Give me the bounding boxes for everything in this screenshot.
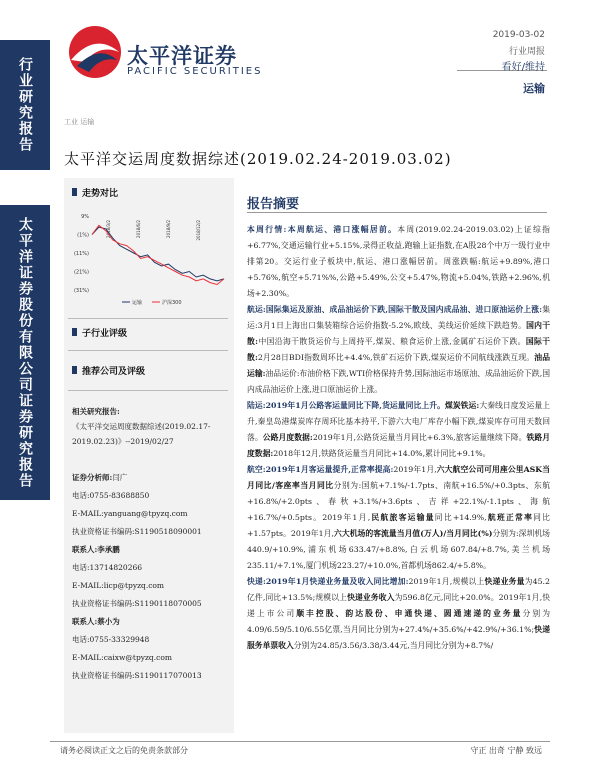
x-tick-label: 2018/12/2 — [196, 220, 201, 241]
series-line — [92, 227, 224, 281]
analyst-email[interactable]: E-MAIL:yanguang@tpyzq.com — [72, 509, 188, 518]
related-report-link[interactable]: 《太平洋交运周度数据综述(2019.02.17-2019.02.23)》--2019/02/27 — [72, 422, 211, 446]
divider — [68, 390, 228, 391]
subindustry-section-title: 子行业评级 — [72, 326, 127, 339]
legend-label: 沪深300 — [162, 300, 182, 306]
analyst-name: 闫广 — [112, 473, 128, 482]
analyst-cert: 执业资格证书编码:S1190518090001 — [72, 527, 202, 536]
trend-section-title: 走势对比 — [72, 186, 118, 199]
trend-chart — [64, 208, 234, 308]
abstract-heading: 报告摘要 — [247, 197, 300, 212]
contact-cert: 执业资格证书编码:S1190118070005 — [72, 599, 202, 608]
contact-label: 联系人: — [72, 545, 98, 554]
x-tick-label: 2018/6/2 — [136, 220, 141, 238]
contact-phone: 电话:13714820266 — [72, 563, 143, 572]
contact-email[interactable]: E-MAIL:caixw@tpyzq.com — [72, 653, 172, 662]
abstract-paragraph-market: 本周行情:本周航运、港口涨幅居前。本周(2019.02.24-2019.03.02)上证综指+6.77%,交通运输行业+5.15%,录得正收益,跑输上证指数,在A股28个中万一级行业中排第20。交运行业子板块中,航运、港口涨幅居前。周涨跌幅:航运+9.89%,港口+5.76%,航空+5.71%%,公路+5.49%,公交+5.47%,物流+5.04%,铁路+2.96%,机场+2.30%。 — [247, 225, 550, 298]
footer-motto: 守正 出奇 宁静 致远 — [470, 746, 542, 755]
abstract-paragraph-shipping: 航运:国际集运及原油、成品油运价下跌,国际干散及国内成品油、进口原油运价上涨:集运:3月1日上海出口集装箱综合运价指数-5.2%,欧线、美线运价延续下跌趋势。国内干散:中国沿海干散货运价与上周持平,煤炭、粮食运价上涨,金属矿石运价下跌。国际干散:2月28日BDI指数周环比+4.4%,铁矿石运价下跌,煤炭运价不同航线涨跌互现。油品运输:油品运价:布油价格下跌,WTI价格保持升势,国际油运市场原油、成品油运价下跌,国内成品油运价上涨,进口原油运价上涨。 — [247, 305, 551, 394]
abstract-paragraph-aviation: 航空:2019年1月客运量提升,正常率提高:2019年1月,六大航空公司可用座公里ASK当月同比/客座率当月同比分别为:国航+7.1%/-1.7pts、南航+16.5%/+0.3pts、东航+16.8%/+2.0pts、春秋+3.1%/+3.6pts、吉祥+22.1%/-1.1pts、海航+16.7%/+0.5pts。2019年1月,民航旅客运输量同比+14.9%,航班正常率同比+1.57pts。2019年1月,六大机场的客流量当月值(万人)/当月同比(%)分别为:深圳机场440.9/+10.9%,浦东机场633.47/+8.8%,白云机场607.84/+8.7%,美兰机场235.11/+7.1%,厦门机场223.27/+10.0%,首都机场862.4/+5.8%。 — [247, 465, 551, 570]
y-tick-label: (21%) — [73, 269, 89, 276]
brand-name: 太平洋证券 — [127, 44, 237, 68]
analyst-label: 证券分析师: — [72, 473, 113, 482]
abstract-body — [247, 222, 550, 654]
recommend-section-title: 推荐公司及评级 — [72, 364, 145, 377]
brand-name-en: PACIFIC SECURITIES — [127, 66, 263, 77]
abstract-divider — [247, 212, 547, 213]
contact-cert: 执业资格证书编码:S1190117070013 — [72, 671, 202, 680]
report-date: 2019-03-02 — [492, 30, 545, 40]
report-type: 行业周报 — [508, 47, 545, 57]
y-tick-label: (1%) — [77, 232, 89, 239]
analyst-phone: 电话:0755-83688850 — [72, 491, 150, 500]
x-tick-label: 2018/9/2 — [166, 220, 171, 238]
footer-disclaimer: 请务必阅读正文之后的免责条款部分 — [60, 746, 188, 755]
contact-email[interactable]: E-MAIL:licp@tpyzq.com — [72, 581, 165, 590]
industry-rating: 看好/维持 — [501, 62, 545, 73]
side-banner-company: 太平洋证券股份有限公司证券研究报告 — [0, 205, 50, 500]
contact-phone: 电话:0755-33329948 — [72, 635, 150, 644]
contact-name: 李承鹏 — [97, 545, 120, 554]
footer-divider — [50, 741, 550, 742]
contact-name: 蔡小为 — [97, 617, 120, 626]
breadcrumb: 工业 运输 — [64, 118, 95, 126]
abstract-paragraph-land: 陆运:2019年1月公路客运量同比下降,货运量同比上升。煤炭铁运:大秦线日度发运量上升,秦皇岛港煤炭库存周环比基本持平,下游六大电厂库存小幅下跌,煤炭库存可用天数回落。公路月度数据:2019年1月,公路货运量当月同比+6.3%,旅客运量继续下降。铁路月度数据:2018年12月,铁路货运量当月同比+14.0%,累计同比+9.1%。 — [247, 401, 551, 458]
side-banner-report-type: 行业研究报告 — [0, 40, 50, 170]
abstract-paragraph-express: 快递:2019年1月快递业务量及收入同比增加:2019年1月,规模以上快递业务量为45.2亿件,同比+13.5%;规模以上快递业务收入为596.8亿元,同比+20.0%。2019年1月,快递上市公司顺丰控股、韵达股份、申通快递、圆通速递的业务量分别为4.09/6.59/5.10/6.55亿票,当月同比分别为+27.4%/+35.6%/+42.9%/+36.1%;快递服务单票收入分别为24.85/3.56/3.38/3.44元,当月同比分别为+8.7%/ — [247, 577, 551, 650]
industry-name: 运输 — [523, 82, 545, 95]
y-tick-label: (11%) — [73, 251, 89, 257]
related-reports-label: 相关研究报告: — [72, 407, 120, 416]
legend-label: 运输 — [132, 300, 143, 306]
report-title: 太平洋交运周度数据综述(2019.02.24-2019.03.02) — [64, 150, 452, 168]
y-tick-label: (31%) — [73, 288, 89, 294]
x-tick-label: 2018/3/2 — [106, 220, 111, 238]
y-tick-label: 9% — [81, 214, 89, 220]
divider — [68, 318, 228, 319]
divider — [68, 350, 228, 351]
contact-label: 联系人: — [72, 617, 98, 626]
